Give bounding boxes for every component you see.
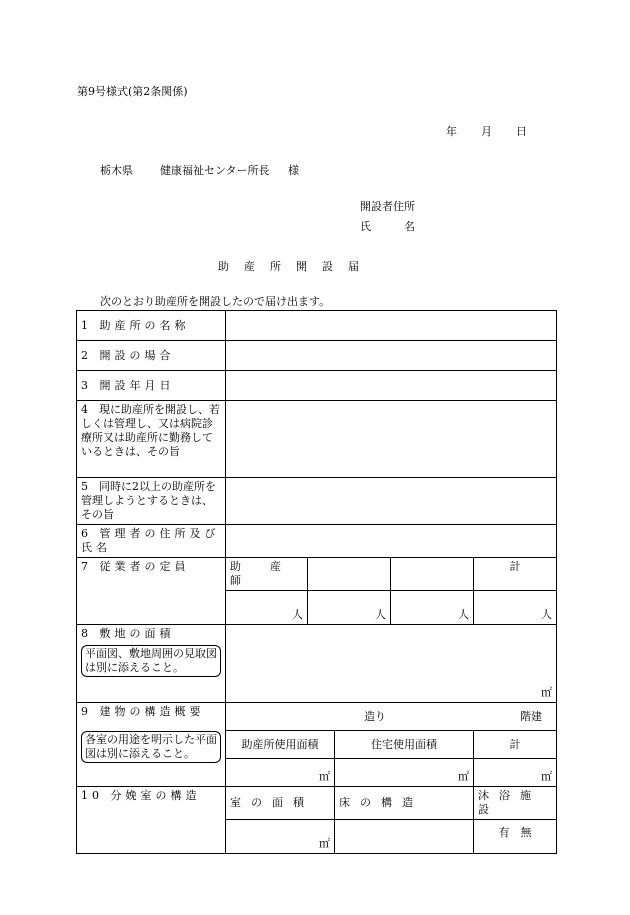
multiple-management-field[interactable] (226, 478, 557, 525)
bathing-facility-header: 沐浴施設 (474, 787, 557, 820)
row-current-status-label: 4 現に助産所を開設し、若しくは管理し、又は病院診療所又は助産所に勤務しているときは、その旨 (77, 401, 226, 478)
square-meter-unit: ㎡ (541, 686, 553, 699)
manager-field[interactable] (226, 525, 557, 558)
structure-type-label: 造り (364, 709, 386, 723)
room-area-field[interactable] (226, 820, 335, 854)
addressee-office: 健康福祉センター所長 (160, 164, 270, 177)
date-day-label: 日 (516, 125, 527, 138)
addressee-prefecture: 栃木県 (100, 164, 133, 177)
open-date-field[interactable] (226, 371, 557, 401)
staff-blank-header-1 (308, 558, 391, 591)
row-building-structure-label: 9 建物の構造概要 (81, 705, 205, 718)
person-unit: 人 (375, 608, 386, 621)
building-structure-note: 各室の用途を明示した平面図は別に添えること。 (81, 731, 221, 763)
applicant-name-label: 氏 名 (360, 220, 415, 233)
midwifery-area-header: 助産所使用面積 (226, 731, 335, 759)
square-meter-unit: ㎡ (458, 770, 469, 783)
site-area-field[interactable] (226, 625, 557, 703)
staff-total-count[interactable] (474, 591, 557, 625)
row-staff-label: 7 従業者の定員 (77, 558, 226, 625)
current-status-field[interactable] (226, 401, 557, 478)
midwifery-area-field[interactable] (226, 759, 335, 787)
row-multiple-management-label: 5 同時に2以上の助産所を管理しようとするときは、その旨 (77, 478, 226, 525)
square-meter-unit: ㎡ (319, 770, 330, 783)
document-title: 助 産 所 開 設 届 (218, 260, 361, 273)
residential-area-field[interactable] (335, 759, 474, 787)
facility-name-field[interactable] (226, 311, 557, 341)
row-site-area-label: 8 敷地の面積 (81, 627, 175, 640)
row-site-area-cell (77, 625, 226, 703)
floor-structure-header: 床の構造 (335, 787, 474, 820)
addressee-honorific: 様 (288, 164, 299, 177)
date-year-label: 年 (446, 125, 457, 138)
square-meter-unit: ㎡ (541, 770, 553, 783)
staff-midwife-header: 助 産 師 (226, 558, 308, 591)
yes-no-option[interactable]: 有 無 (498, 826, 532, 839)
area-total-field[interactable] (474, 759, 557, 787)
person-unit: 人 (541, 608, 553, 621)
staff-count-2[interactable] (308, 591, 391, 625)
person-unit: 人 (458, 608, 469, 621)
residential-area-header: 住宅使用面積 (335, 731, 474, 759)
floors-label: 階建 (520, 709, 542, 723)
row-delivery-room-label: 10 分娩室の構造 (77, 787, 226, 854)
person-unit: 人 (292, 608, 303, 621)
row-building-structure-cell (77, 703, 226, 787)
intro-text: 次のとおり助産所を開設したので届け出ます。 (100, 295, 331, 308)
applicant-address-label: 開設者住所 (360, 200, 415, 213)
floor-structure-field[interactable] (335, 820, 474, 854)
application-form-table (76, 310, 557, 854)
form-number: 第9号様式(第2条関係) (77, 85, 188, 98)
date-month-label: 月 (481, 125, 492, 138)
staff-count-3[interactable] (391, 591, 474, 625)
building-structure-field[interactable] (226, 703, 557, 731)
bathing-facility-field[interactable] (474, 820, 557, 854)
site-area-note: 平面図、敷地周囲の見取図は別に添えること。 (81, 645, 221, 677)
staff-total-header: 計 (474, 558, 557, 591)
staff-midwife-count[interactable] (226, 591, 308, 625)
room-area-header: 室の面積 (226, 787, 335, 820)
row-facility-name-label: 1 助産所の名称 (77, 311, 226, 341)
row-open-date-label: 3 開設年月日 (77, 371, 226, 401)
location-field[interactable] (226, 341, 557, 371)
row-manager-label: 6 管理者の住所及び氏名 (77, 525, 226, 558)
staff-blank-header-2 (391, 558, 474, 591)
row-location-label: 2 開設の場合 (77, 341, 226, 371)
area-total-header: 計 (474, 731, 557, 759)
square-meter-unit: ㎡ (319, 837, 330, 850)
